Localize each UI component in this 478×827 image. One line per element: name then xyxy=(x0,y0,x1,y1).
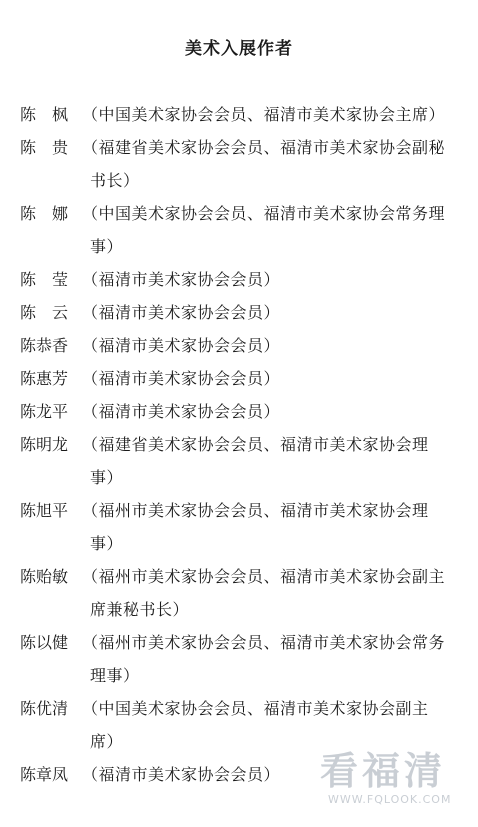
author-detail: （福州市美术家协会会员、福清市美术家协会副主席兼秘书长） xyxy=(82,567,446,619)
list-item xyxy=(20,329,470,362)
author-name: 陈明龙 xyxy=(20,435,69,454)
author-detail: （福清市美术家协会会员） xyxy=(82,336,281,355)
author-detail: （福州市美术家协会会员、福清市美术家协会常务理事） xyxy=(82,633,446,685)
list-item xyxy=(20,131,470,197)
list-item xyxy=(20,395,470,428)
author-name: 陈贻敏 xyxy=(20,567,69,586)
author-name: 陈 云 xyxy=(20,303,69,322)
list-item xyxy=(20,362,470,395)
author-detail: （福清市美术家协会会员） xyxy=(82,369,281,388)
author-detail: （福清市美术家协会会员） xyxy=(82,270,281,289)
author-detail: （福清市美术家协会会员） xyxy=(82,402,281,421)
page-title: 美术入展作者 xyxy=(185,39,293,59)
author-name: 陈旭平 xyxy=(20,501,69,520)
author-name: 陈 贵 xyxy=(20,138,69,157)
watermark-url: WWW.FQLOOK.COM xyxy=(328,793,452,806)
list-item xyxy=(20,98,470,131)
list-item xyxy=(20,296,470,329)
author-name: 陈惠芳 xyxy=(20,369,69,388)
author-detail: （福建省美术家协会会员、福清市美术家协会理事） xyxy=(82,435,429,487)
list-item xyxy=(20,560,470,626)
author-name: 陈 莹 xyxy=(20,270,69,289)
author-name: 陈恭香 xyxy=(20,336,69,355)
author-detail: （福建省美术家协会会员、福清市美术家协会副秘书长） xyxy=(82,138,446,190)
author-name: 陈优清 xyxy=(20,699,69,718)
author-detail: （中国美术家协会会员、福清市美术家协会副主席） xyxy=(82,699,429,751)
author-detail: （中国美术家协会会员、福清市美术家协会主席） xyxy=(82,105,446,124)
list-item xyxy=(20,494,470,560)
watermark-text: 看福清 xyxy=(320,749,447,793)
author-name: 陈 枫 xyxy=(20,105,69,124)
author-detail: （福清市美术家协会会员） xyxy=(82,765,281,784)
list-item xyxy=(20,197,470,263)
author-name: 陈以健 xyxy=(20,633,69,652)
author-name: 陈章凤 xyxy=(20,765,69,784)
author-name: 陈龙平 xyxy=(20,402,69,421)
list-item xyxy=(20,263,470,296)
author-name: 陈 娜 xyxy=(20,204,69,223)
author-detail: （福清市美术家协会会员） xyxy=(82,303,281,322)
watermark-logo xyxy=(318,748,468,810)
author-list xyxy=(20,98,470,791)
list-item xyxy=(20,428,470,494)
list-item xyxy=(20,626,470,692)
author-detail: （福州市美术家协会会员、福清市美术家协会理事） xyxy=(82,501,429,553)
author-detail: （中国美术家协会会员、福清市美术家协会常务理事） xyxy=(82,204,446,256)
